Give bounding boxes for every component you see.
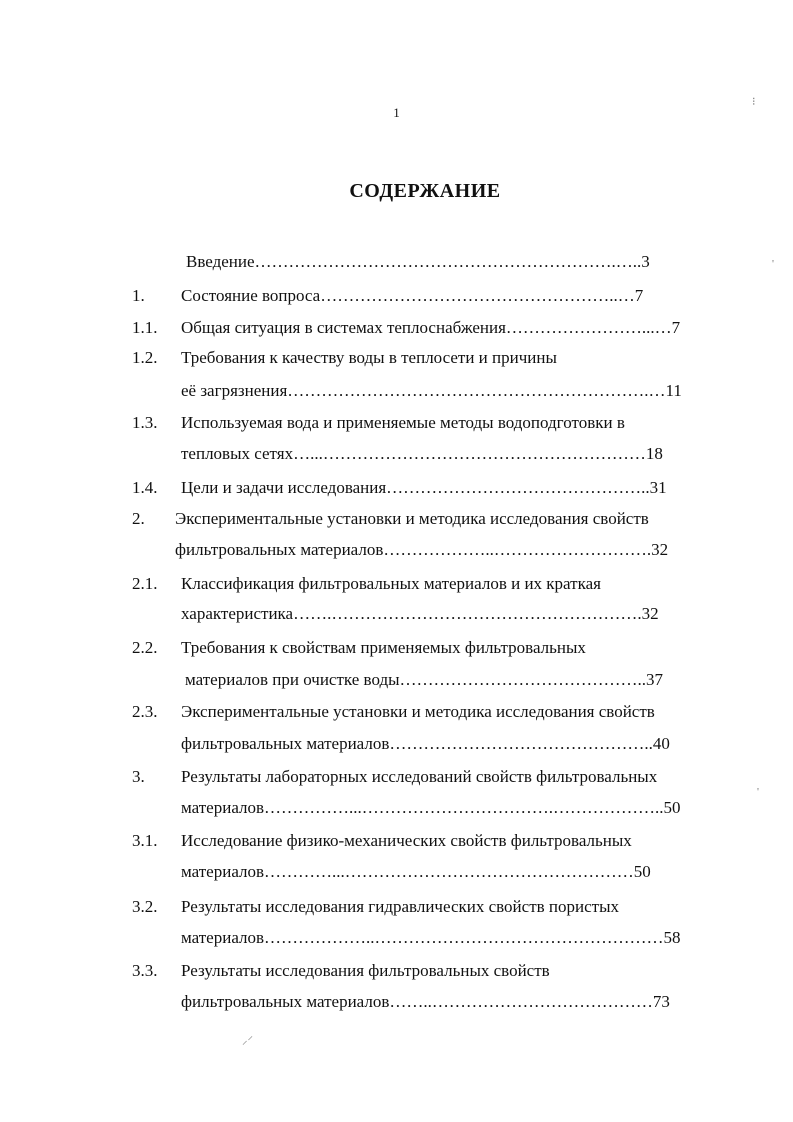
toc-number: 1.3. xyxy=(132,413,158,432)
toc-number: 1.4. xyxy=(132,478,158,497)
toc-entry-line: материалов при очистке воды……………………………………..37 xyxy=(185,670,664,689)
toc-number: 2.1. xyxy=(132,574,158,593)
toc-entry-line: Цели и задачи исследования………………………………………..31 xyxy=(181,478,667,497)
toc-entry-line: фильтровальных материалов………………………………………..40 xyxy=(181,734,670,753)
toc-number: 1.2. xyxy=(132,348,158,367)
toc-entry-line: Требования к свойствам применяемых фильтровальных xyxy=(181,638,586,657)
toc-entry-line: Общая ситуация в системах теплоснабжения……………………...…7 xyxy=(181,318,681,337)
toc-number: 3.2. xyxy=(132,897,158,916)
toc-entry-line: фильтровальных материалов……..…………………………………73 xyxy=(181,992,670,1011)
toc-entry-line: фильтровальных материалов………………..……………………….32 xyxy=(175,540,669,559)
page-title: СОДЕРЖАНИЕ xyxy=(349,180,501,202)
toc-number: 2. xyxy=(132,509,145,528)
toc-number: 1. xyxy=(132,286,145,305)
scan-speck: ⁝ xyxy=(752,96,756,108)
toc-entry-line: материалов……………...…………………………….………………..50 xyxy=(181,798,681,817)
toc-entry-line: Результаты исследования фильтровальных свойств xyxy=(181,961,550,980)
toc-number: 3.3. xyxy=(132,961,158,980)
toc-entry-line: её загрязнения……………………………………………………….…11 xyxy=(181,381,682,400)
toc-entry-line: Экспериментальные установки и методика исследования свойств xyxy=(175,509,649,528)
toc-number: 3.1. xyxy=(132,831,158,850)
scan-speck: ' xyxy=(757,786,759,798)
page-number: 1 xyxy=(393,105,400,120)
toc-entry-line: Результаты лабораторных исследований свойств фильтровальных xyxy=(181,767,658,786)
toc-entry-line: характеристика…….……………………………………………….32 xyxy=(181,604,659,623)
toc-entry-line: тепловых сетях…...…………………………………………………18 xyxy=(181,444,663,463)
scan-speck: ⸝⸍ xyxy=(242,1035,253,1047)
toc-number: 2.3. xyxy=(132,702,158,721)
toc-entry-line: Требования к качеству воды в теплосети и причины xyxy=(181,348,557,367)
scan-speck: ' xyxy=(772,258,774,270)
toc-entry-line: материалов…………...……………………………………………50 xyxy=(181,862,651,881)
toc-entry-line: материалов………………..……………………………………………58 xyxy=(181,928,681,947)
toc-entry-line: Экспериментальные установки и методика исследования свойств xyxy=(181,702,655,721)
toc-entry-line: Исследование физико-механических свойств фильтровальных xyxy=(181,831,632,850)
toc-entry-intro: Введение……………………………………………………….…..3 xyxy=(186,252,650,271)
toc-number: 1.1. xyxy=(132,318,158,337)
toc-entry-line: Классификация фильтровальных материалов и их краткая xyxy=(181,574,601,593)
toc-number: 2.2. xyxy=(132,638,158,657)
toc-entry-line: Состояние вопроса……………………………………………..…7 xyxy=(181,286,644,305)
toc-number: 3. xyxy=(132,767,145,786)
toc-entry-line: Результаты исследования гидравлических свойств пористых xyxy=(181,897,619,916)
toc-entry-line: Используемая вода и применяемые методы водоподготовки в xyxy=(181,413,625,432)
